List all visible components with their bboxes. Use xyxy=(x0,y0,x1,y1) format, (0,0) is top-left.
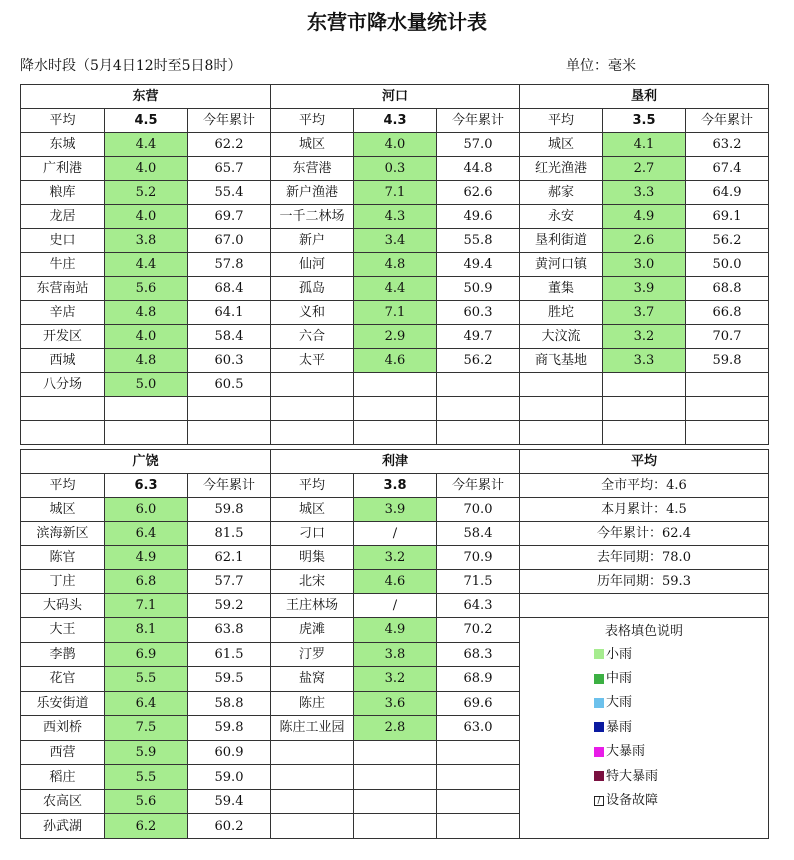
cumulative-value: 70.2 xyxy=(437,618,520,643)
table-row xyxy=(21,546,769,570)
empty-cell xyxy=(188,421,271,445)
legend-swatch xyxy=(594,649,604,659)
legend-swatch xyxy=(594,747,604,757)
cumulative-value: 61.5 xyxy=(188,642,271,667)
cumulative-value: 57.0 xyxy=(437,133,520,157)
table-row xyxy=(21,277,769,301)
station-name: 董集 xyxy=(520,277,603,301)
rainfall-value: 3.6 xyxy=(354,691,437,716)
rainfall-value: 3.3 xyxy=(603,349,686,373)
legend-swatch xyxy=(594,722,604,732)
table-row xyxy=(21,229,769,253)
station-name: 史口 xyxy=(21,229,105,253)
rainfall-value: 7.1 xyxy=(105,594,188,618)
legend-item xyxy=(594,740,768,764)
legend-label: 中雨 xyxy=(606,671,633,687)
rainfall-value: 4.1 xyxy=(603,133,686,157)
rainfall-value: 7.1 xyxy=(354,181,437,205)
legend-label: 大雨 xyxy=(606,695,633,711)
rainfall-value: 5.5 xyxy=(105,667,188,692)
rainfall-value: 4.9 xyxy=(603,205,686,229)
cumulative-value: 64.3 xyxy=(437,594,520,618)
summary-line: 历年同期：59.3 xyxy=(520,570,769,594)
station-name: 郝家 xyxy=(520,181,603,205)
empty-cell xyxy=(21,421,105,445)
cumulative-value: 57.7 xyxy=(188,570,271,594)
empty-cell xyxy=(686,373,769,397)
empty-cell xyxy=(603,397,686,421)
rainfall-value: 2.8 xyxy=(354,716,437,741)
rainfall-value: 3.2 xyxy=(354,546,437,570)
table-row xyxy=(21,301,769,325)
station-name: 滨海新区 xyxy=(21,522,105,546)
table-row xyxy=(21,157,769,181)
region-header-row xyxy=(21,450,769,474)
average-label: 平均 xyxy=(21,474,105,498)
rainfall-value: 3.9 xyxy=(603,277,686,301)
station-name: 大王 xyxy=(21,618,105,643)
summary-line: 去年同期：78.0 xyxy=(520,546,769,570)
rainfall-value: 5.5 xyxy=(105,765,188,790)
rainfall-value: 6.4 xyxy=(105,691,188,716)
empty-cell xyxy=(271,740,354,765)
empty-cell xyxy=(271,397,354,421)
station-name: 王庄林场 xyxy=(271,594,354,618)
cumulative-value: 56.2 xyxy=(437,349,520,373)
cumulative-value: 57.8 xyxy=(188,253,271,277)
rainfall-value: 5.2 xyxy=(105,181,188,205)
rainfall-value: 7.5 xyxy=(105,716,188,741)
rainfall-value: 4.6 xyxy=(354,349,437,373)
station-name: 大汶流 xyxy=(520,325,603,349)
legend-title: 表格填色说明 xyxy=(604,624,683,639)
rainfall-value: 4.9 xyxy=(105,546,188,570)
empty-cell xyxy=(520,421,603,445)
empty-cell xyxy=(354,740,437,765)
rainfall-value: 3.2 xyxy=(354,667,437,692)
cumulative-value: 70.7 xyxy=(686,325,769,349)
table-row xyxy=(21,181,769,205)
cumulative-value: 55.4 xyxy=(188,181,271,205)
empty-cell xyxy=(437,765,520,790)
table-row xyxy=(21,205,769,229)
station-name: 西营 xyxy=(21,740,105,765)
cumulative-value: 62.1 xyxy=(188,546,271,570)
cumulative-label: 今年累计 xyxy=(188,474,271,498)
region-name: 东营 xyxy=(21,85,271,109)
rainfall-value: 3.4 xyxy=(354,229,437,253)
legend-item xyxy=(594,764,768,788)
station-name: 城区 xyxy=(21,498,105,522)
rainfall-value: 4.8 xyxy=(105,301,188,325)
legend-swatch xyxy=(594,771,604,781)
empty-cell xyxy=(271,789,354,814)
region-average-value: 3.5 xyxy=(603,109,686,133)
cumulative-value: 59.8 xyxy=(686,349,769,373)
station-name: 八分场 xyxy=(21,373,105,397)
station-name: 北宋 xyxy=(271,570,354,594)
cumulative-value: 44.8 xyxy=(437,157,520,181)
station-name: 明集 xyxy=(271,546,354,570)
average-label: 平均 xyxy=(271,109,354,133)
average-label: 平均 xyxy=(271,474,354,498)
cumulative-value: 81.5 xyxy=(188,522,271,546)
station-name: 虎滩 xyxy=(271,618,354,643)
legend-label: 暴雨 xyxy=(606,719,633,735)
empty-cell xyxy=(437,373,520,397)
table-row xyxy=(21,618,769,643)
cumulative-value: 59.4 xyxy=(188,789,271,814)
rainfall-value: 3.0 xyxy=(603,253,686,277)
rainfall-value: 3.8 xyxy=(354,642,437,667)
empty-cell xyxy=(437,740,520,765)
station-name: 城区 xyxy=(271,133,354,157)
station-name: 胜坨 xyxy=(520,301,603,325)
table-row xyxy=(21,498,769,522)
station-name: 孤岛 xyxy=(271,277,354,301)
station-name: 牛庄 xyxy=(21,253,105,277)
cumulative-value: 69.1 xyxy=(686,205,769,229)
station-name: 一千二林场 xyxy=(271,205,354,229)
empty-cell xyxy=(188,397,271,421)
rainfall-value: 2.6 xyxy=(603,229,686,253)
rainfall-value: 4.0 xyxy=(105,157,188,181)
cumulative-value: 69.7 xyxy=(188,205,271,229)
cumulative-value: 58.8 xyxy=(188,691,271,716)
empty-cell xyxy=(21,397,105,421)
station-name: 城区 xyxy=(271,498,354,522)
empty-cell xyxy=(437,421,520,445)
station-name: 汀罗 xyxy=(271,642,354,667)
rainfall-value: 3.3 xyxy=(603,181,686,205)
empty-cell xyxy=(271,421,354,445)
station-name: 红光渔港 xyxy=(520,157,603,181)
cumulative-value: 62.2 xyxy=(188,133,271,157)
cumulative-value: 59.8 xyxy=(188,716,271,741)
rainfall-value: 4.4 xyxy=(105,253,188,277)
rainfall-value: 6.4 xyxy=(105,522,188,546)
cumulative-value: 69.6 xyxy=(437,691,520,716)
region-header-row xyxy=(21,85,769,109)
empty-cell xyxy=(603,373,686,397)
station-name: 太平 xyxy=(271,349,354,373)
summary-line: 今年累计：62.4 xyxy=(520,522,769,546)
table-row xyxy=(21,421,769,445)
station-name: 花官 xyxy=(21,667,105,692)
table-row xyxy=(21,522,769,546)
rainfall-value: 3.9 xyxy=(354,498,437,522)
average-label: 平均 xyxy=(520,109,603,133)
station-name: 东营南站 xyxy=(21,277,105,301)
rainfall-value: 6.2 xyxy=(105,814,188,839)
page-title: 东营市降水量统计表 xyxy=(307,10,487,34)
summary-line: 全市平均：4.6 xyxy=(520,474,769,498)
rainfall-value: 2.7 xyxy=(603,157,686,181)
cumulative-value: 49.6 xyxy=(437,205,520,229)
cumulative-value: 50.0 xyxy=(686,253,769,277)
empty-cell xyxy=(437,814,520,839)
cumulative-value: 49.7 xyxy=(437,325,520,349)
empty-cell xyxy=(354,814,437,839)
cumulative-value: 59.5 xyxy=(188,667,271,692)
table-row xyxy=(21,325,769,349)
empty-cell xyxy=(520,373,603,397)
cumulative-value: 67.0 xyxy=(188,229,271,253)
cumulative-value: 71.5 xyxy=(437,570,520,594)
cumulative-value: 58.4 xyxy=(188,325,271,349)
station-name: 农高区 xyxy=(21,789,105,814)
cumulative-value: 68.4 xyxy=(188,277,271,301)
empty-cell xyxy=(271,373,354,397)
rainfall-value: 4.8 xyxy=(105,349,188,373)
table-row xyxy=(21,594,769,618)
station-name: 丁庄 xyxy=(21,570,105,594)
cumulative-value: 63.2 xyxy=(686,133,769,157)
rainfall-value: 4.4 xyxy=(105,133,188,157)
summary-line: 本月累计：4.5 xyxy=(520,498,769,522)
cumulative-value: 59.0 xyxy=(188,765,271,790)
rainfall-value: 4.3 xyxy=(354,205,437,229)
empty-cell xyxy=(105,397,188,421)
rainfall-value: 4.4 xyxy=(354,277,437,301)
cumulative-value: 68.9 xyxy=(437,667,520,692)
station-name: 黄河口镇 xyxy=(520,253,603,277)
rainfall-value: 5.6 xyxy=(105,277,188,301)
station-name: 陈官 xyxy=(21,546,105,570)
rainfall-value: 8.1 xyxy=(105,618,188,643)
cumulative-value: 65.7 xyxy=(188,157,271,181)
station-name: 新户 xyxy=(271,229,354,253)
station-name: 开发区 xyxy=(21,325,105,349)
slash-box-icon: / xyxy=(594,796,604,806)
table-row xyxy=(21,349,769,373)
region-average-value: 4.5 xyxy=(105,109,188,133)
cumulative-value: 62.6 xyxy=(437,181,520,205)
table-row xyxy=(21,253,769,277)
cumulative-value: 68.8 xyxy=(686,277,769,301)
average-row xyxy=(21,109,769,133)
table-row xyxy=(21,397,769,421)
station-name: 六合 xyxy=(271,325,354,349)
cumulative-label: 今年累计 xyxy=(188,109,271,133)
station-name: 李鹊 xyxy=(21,642,105,667)
station-name: 广利港 xyxy=(21,157,105,181)
rainfall-value: / xyxy=(354,594,437,618)
average-row xyxy=(21,474,769,498)
summary-header: 平均 xyxy=(520,450,769,474)
empty-cell xyxy=(437,397,520,421)
empty-cell xyxy=(603,421,686,445)
rainfall-value: 4.8 xyxy=(354,253,437,277)
cumulative-label: 今年累计 xyxy=(437,109,520,133)
legend-item xyxy=(594,715,768,739)
empty-cell xyxy=(354,789,437,814)
top-rainfall-table xyxy=(20,84,769,445)
rainfall-value: 3.7 xyxy=(603,301,686,325)
cumulative-value: 59.8 xyxy=(188,498,271,522)
station-name: 仙河 xyxy=(271,253,354,277)
empty-cell xyxy=(520,594,769,618)
station-name: 盐窝 xyxy=(271,667,354,692)
empty-cell xyxy=(686,397,769,421)
cumulative-value: 60.3 xyxy=(437,301,520,325)
station-name: 稻庄 xyxy=(21,765,105,790)
station-name: 刁口 xyxy=(271,522,354,546)
region-average-value: 6.3 xyxy=(105,474,188,498)
cumulative-value: 58.4 xyxy=(437,522,520,546)
station-name: 新户渔港 xyxy=(271,181,354,205)
rainfall-value: 2.9 xyxy=(354,325,437,349)
cumulative-value: 60.2 xyxy=(188,814,271,839)
legend-label: 小雨 xyxy=(606,646,633,662)
cumulative-value: 64.9 xyxy=(686,181,769,205)
empty-cell xyxy=(354,765,437,790)
cumulative-value: 55.8 xyxy=(437,229,520,253)
cumulative-value: 56.2 xyxy=(686,229,769,253)
table-row xyxy=(21,570,769,594)
rainfall-value: / xyxy=(354,522,437,546)
legend-swatch xyxy=(594,698,604,708)
rainfall-value: 4.6 xyxy=(354,570,437,594)
cumulative-value: 70.9 xyxy=(437,546,520,570)
station-name: 西刘桥 xyxy=(21,716,105,741)
region-average-value: 4.3 xyxy=(354,109,437,133)
rainfall-value: 5.9 xyxy=(105,740,188,765)
cumulative-value: 60.9 xyxy=(188,740,271,765)
station-name: 城区 xyxy=(520,133,603,157)
rainfall-value: 0.3 xyxy=(354,157,437,181)
cumulative-value: 49.4 xyxy=(437,253,520,277)
station-name: 乐安街道 xyxy=(21,691,105,716)
table-row xyxy=(21,373,769,397)
cumulative-value: 67.4 xyxy=(686,157,769,181)
cumulative-value: 50.9 xyxy=(437,277,520,301)
cumulative-value: 68.3 xyxy=(437,642,520,667)
empty-cell xyxy=(271,814,354,839)
average-label: 平均 xyxy=(21,109,105,133)
rainfall-value: 5.6 xyxy=(105,789,188,814)
cumulative-label: 今年累计 xyxy=(686,109,769,133)
cumulative-value: 70.0 xyxy=(437,498,520,522)
legend-label: 设备故障 xyxy=(606,793,659,809)
rainfall-value: 6.8 xyxy=(105,570,188,594)
station-name: 义和 xyxy=(271,301,354,325)
rainfall-value: 6.9 xyxy=(105,642,188,667)
region-name: 垦利 xyxy=(520,85,769,109)
legend-swatch xyxy=(594,674,604,684)
region-name: 利津 xyxy=(271,450,520,474)
rainfall-value: 4.0 xyxy=(105,205,188,229)
empty-cell xyxy=(354,397,437,421)
legend-item-fault xyxy=(594,788,768,812)
station-name: 孙武湖 xyxy=(21,814,105,839)
region-average-value: 3.8 xyxy=(354,474,437,498)
station-name: 永安 xyxy=(520,205,603,229)
rainfall-value: 7.1 xyxy=(354,301,437,325)
cumulative-value: 59.2 xyxy=(188,594,271,618)
unit-label: 单位：毫米 xyxy=(566,58,636,74)
station-name: 粮库 xyxy=(21,181,105,205)
cumulative-value: 63.8 xyxy=(188,618,271,643)
precipitation-period: 降水时段（5月4日12时至5日8时） xyxy=(20,58,242,74)
station-name: 辛店 xyxy=(21,301,105,325)
legend-item xyxy=(594,642,768,666)
rainfall-value: 4.0 xyxy=(105,325,188,349)
empty-cell xyxy=(354,373,437,397)
rainfall-value: 3.2 xyxy=(603,325,686,349)
rainfall-value: 4.9 xyxy=(354,618,437,643)
station-name: 陈庄 xyxy=(271,691,354,716)
cumulative-value: 66.8 xyxy=(686,301,769,325)
station-name: 龙居 xyxy=(21,205,105,229)
color-legend xyxy=(520,618,769,839)
cumulative-value: 60.3 xyxy=(188,349,271,373)
empty-cell xyxy=(271,765,354,790)
empty-cell xyxy=(105,421,188,445)
region-name: 河口 xyxy=(271,85,520,109)
region-name: 广饶 xyxy=(21,450,271,474)
station-name: 垦利街道 xyxy=(520,229,603,253)
station-name: 东营港 xyxy=(271,157,354,181)
legend-label: 特大暴雨 xyxy=(606,768,659,784)
cumulative-label: 今年累计 xyxy=(437,474,520,498)
rainfall-value: 5.0 xyxy=(105,373,188,397)
rainfall-value: 3.8 xyxy=(105,229,188,253)
rainfall-value: 6.0 xyxy=(105,498,188,522)
station-name: 陈庄工业园 xyxy=(271,716,354,741)
cumulative-value: 60.5 xyxy=(188,373,271,397)
legend-item xyxy=(594,691,768,715)
legend-label: 大暴雨 xyxy=(606,744,646,760)
legend-item xyxy=(594,666,768,690)
empty-cell xyxy=(520,397,603,421)
rainfall-value: 4.0 xyxy=(354,133,437,157)
table-row xyxy=(21,133,769,157)
cumulative-value: 63.0 xyxy=(437,716,520,741)
empty-cell xyxy=(686,421,769,445)
empty-cell xyxy=(437,789,520,814)
station-name: 商飞基地 xyxy=(520,349,603,373)
station-name: 东城 xyxy=(21,133,105,157)
station-name: 大码头 xyxy=(21,594,105,618)
empty-cell xyxy=(354,421,437,445)
cumulative-value: 64.1 xyxy=(188,301,271,325)
station-name: 西城 xyxy=(21,349,105,373)
bottom-rainfall-table xyxy=(20,449,769,839)
